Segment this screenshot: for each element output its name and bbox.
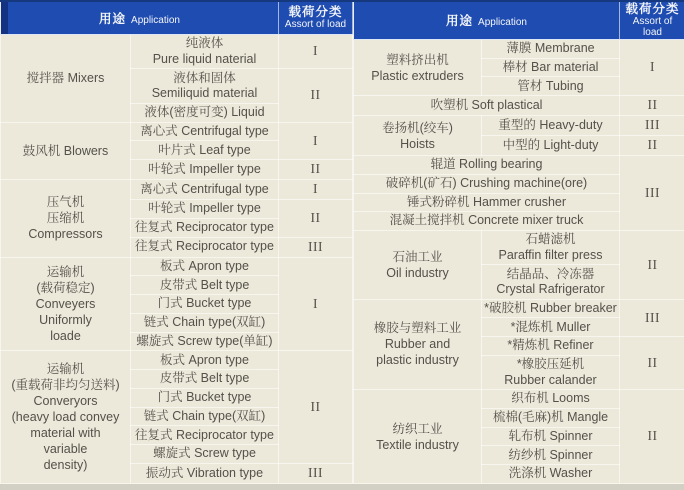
load-cell: III — [279, 237, 353, 257]
type-cell: 板式 Apron type — [131, 351, 279, 370]
table-row — [354, 96, 684, 116]
category-cell-compressors: 压气机 压缩机 Compressors — [1, 180, 131, 258]
type-cell: 叶轮式 Impeller type — [131, 200, 279, 219]
type-cell: 往复式 Reciprocator type — [131, 218, 279, 237]
load-header-en: Assort of load — [632, 16, 673, 38]
type-cell-wide: 辊道 Rolling bearing — [354, 156, 620, 175]
load-cell: I — [620, 40, 684, 96]
type-cell: 中型的 Light-duty — [482, 136, 620, 156]
type-cell: 结晶品、冷冻器 Crystal Rafrigerator — [482, 265, 620, 299]
header-row — [1, 1, 353, 35]
type-cell: 皮带式 Belt type — [131, 370, 279, 389]
type-cell: 门式 Bucket type — [131, 295, 279, 314]
load-cell: III — [620, 299, 684, 336]
type-cell-wide: 破碎机(矿石) Crushing machine(ore) — [354, 174, 620, 193]
type-cell: 离心式 Centrifugal type — [131, 122, 279, 141]
load-cell: II — [620, 230, 684, 299]
load-column-header — [620, 1, 684, 40]
type-cell: 链式 Chain type(双缸) — [131, 407, 279, 426]
application-column-header — [1, 1, 279, 35]
type-cell: 重型的 Heavy-duty — [482, 116, 620, 136]
type-cell: 螺旋式 Screw type(单缸) — [131, 332, 279, 351]
application-load-table-right — [353, 0, 684, 484]
load-cell: I — [279, 122, 353, 160]
type-cell: 离心式 Centrifugal type — [131, 180, 279, 200]
type-cell: 石蜡滤机 Paraffin filter press — [482, 230, 620, 264]
table-row — [354, 230, 684, 264]
type-cell: *破胶机 Rubber breaker — [482, 299, 620, 318]
type-cell: *混炼机 Muller — [482, 318, 620, 337]
type-cell: 洗涤机 Washer — [482, 465, 620, 484]
type-cell: 振动式 Vibration type — [131, 463, 279, 483]
type-cell: 管材 Tubing — [482, 77, 620, 96]
application-header-cn: 用途 — [446, 14, 474, 28]
category-cell-converyors-heavy: 运输机 (重载荷非均匀送料) Converyors (heavy load convey material with variable density) — [1, 351, 131, 484]
load-cell: II — [279, 160, 353, 180]
type-cell: 链式 Chain type(双缸) — [131, 313, 279, 332]
load-cell: III — [279, 463, 353, 483]
load-cell: III — [620, 156, 684, 231]
type-cell: 往复式 Reciprocator type — [131, 426, 279, 445]
type-cell: 叶片式 Leaf type — [131, 141, 279, 160]
load-cell: II — [279, 200, 353, 238]
type-cell: 往复式 Reciprocator type — [131, 237, 279, 257]
type-cell: *橡胶压延机 Rubber calander — [482, 355, 620, 389]
table-row — [354, 40, 684, 59]
type-cell: 织布机 Looms — [482, 390, 620, 409]
load-header-cn: 载荷分类 — [625, 2, 680, 16]
load-cell: II — [620, 390, 684, 484]
category-cell-mixers: 搅拌器 Mixers — [1, 35, 131, 123]
table-row — [1, 122, 353, 141]
type-cell: 梳棉(毛麻)机 Mangle — [482, 408, 620, 427]
type-cell: 纯液体 Pure liquid naterial — [131, 35, 279, 69]
scan-bottom-edge — [0, 483, 684, 490]
category-cell-textile: 纺织工业 Textile industry — [354, 390, 482, 484]
type-cell: 液体和固体 Semiliquid material — [131, 69, 279, 103]
load-cell: I — [279, 180, 353, 200]
table-row — [354, 299, 684, 318]
load-cell: II — [620, 337, 684, 390]
load-cell: II — [620, 96, 684, 116]
type-cell: 板式 Apron type — [131, 257, 279, 276]
table-row — [354, 156, 684, 175]
type-cell: 纺纱机 Spinner — [482, 446, 620, 465]
application-header-en: Application — [478, 17, 527, 28]
application-header-cn: 用途 — [99, 11, 127, 26]
table-row — [1, 180, 353, 200]
type-cell: 棒材 Bar material — [482, 58, 620, 77]
load-cell: II — [279, 351, 353, 464]
table-row — [1, 257, 353, 276]
category-cell-conveyers: 运输机 (载荷稳定) Conveyers Uniformly loade — [1, 257, 131, 351]
type-cell: 液体(密度可变) Liquid — [131, 103, 279, 122]
load-cell: III — [620, 116, 684, 136]
type-cell: 螺旋式 Screw type — [131, 445, 279, 464]
table-row — [1, 351, 353, 370]
table-row — [1, 35, 353, 69]
type-cell-wide: 吹塑机 Soft plastical — [354, 96, 620, 116]
type-cell-wide: 混凝土搅拌机 Concrete mixer truck — [354, 212, 620, 231]
category-cell-blowers: 鼓风机 Blowers — [1, 122, 131, 180]
table-row — [354, 116, 684, 136]
category-cell-rubber-plastic: 橡胶与塑料工业 Rubber and plastic industry — [354, 299, 482, 390]
application-column-header — [354, 1, 620, 40]
type-cell: 皮带式 Belt type — [131, 276, 279, 295]
load-cell: I — [279, 35, 353, 69]
load-cell: II — [620, 136, 684, 156]
category-cell-hoists: 卷扬机(绞车) Hoists — [354, 116, 482, 156]
load-cell: II — [279, 69, 353, 122]
type-cell: 薄膜 Membrane — [482, 40, 620, 59]
load-cell: I — [279, 257, 353, 351]
type-cell: 门式 Bucket type — [131, 388, 279, 407]
header-row — [354, 1, 684, 40]
category-cell-oil-industry: 石油工业 Oil industry — [354, 230, 482, 299]
table-row — [354, 390, 684, 409]
load-header-cn: 载荷分类 — [288, 5, 343, 19]
load-header-en: Assort of load — [284, 19, 347, 30]
type-cell: *精炼机 Refiner — [482, 337, 620, 356]
type-cell: 轧布机 Spinner — [482, 427, 620, 446]
type-cell-wide: 锤式粉碎机 Hammer crusher — [354, 193, 620, 212]
category-cell-plastic-extruders: 塑料挤出机 Plastic extruders — [354, 40, 482, 96]
load-column-header — [279, 1, 353, 35]
application-header-en: Application — [131, 14, 180, 26]
type-cell: 叶轮式 Impeller type — [131, 160, 279, 180]
